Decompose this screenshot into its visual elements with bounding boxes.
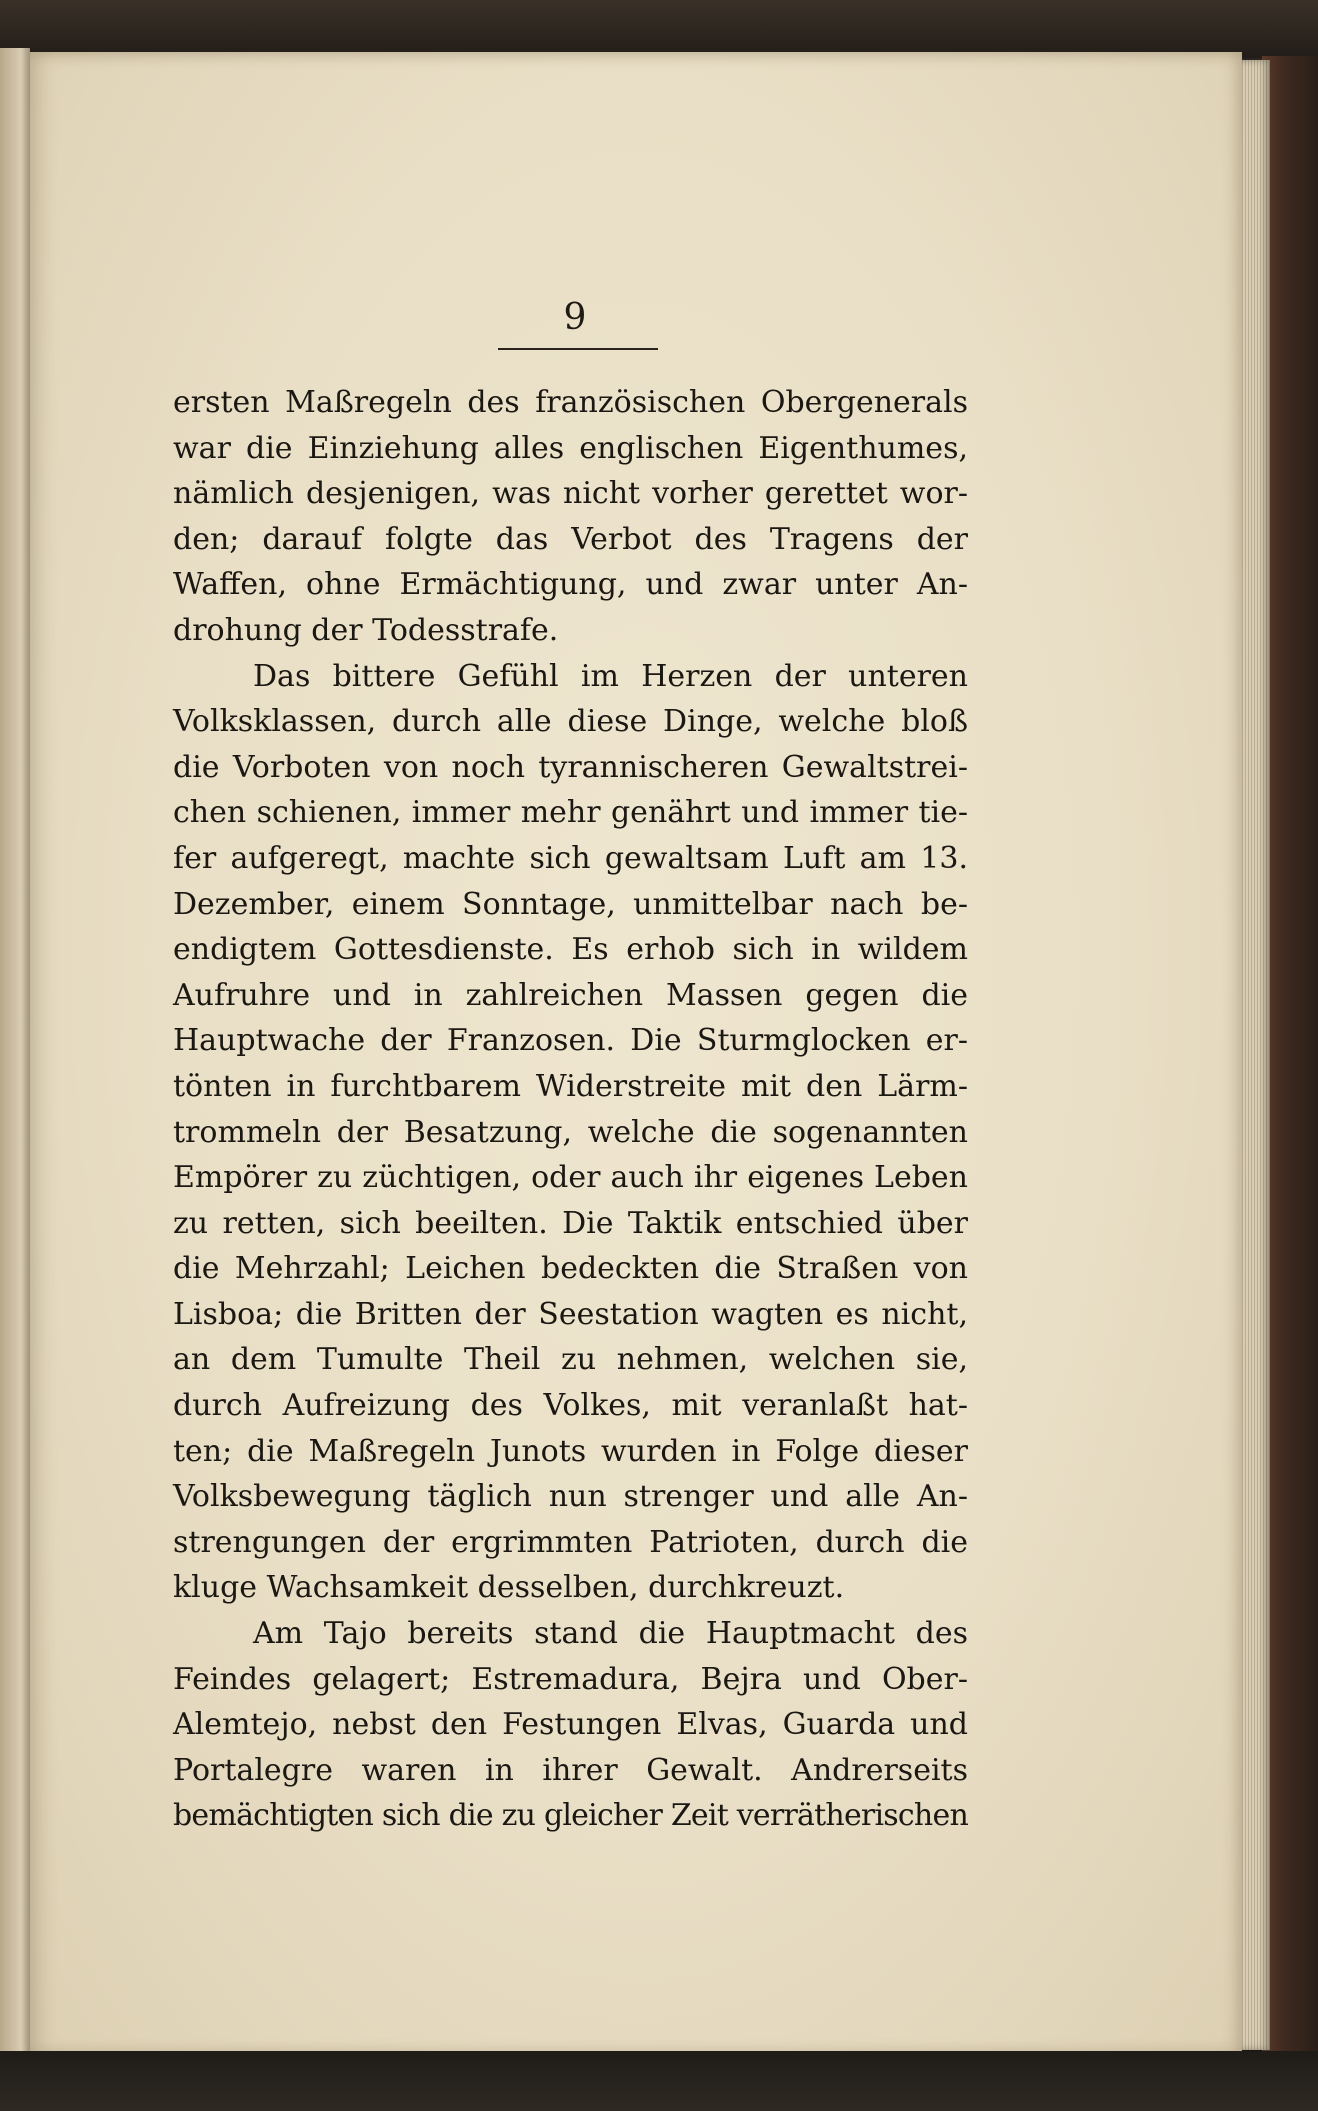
- text-line: ersten Maßregeln des französischen Obergenerals: [173, 385, 968, 420]
- text-line: bemächtigten sich die zu gleicher Zeit verrätherischen: [173, 1798, 968, 1834]
- text-line: Aufruhre und in zahlreichen Massen gegen die: [173, 977, 968, 1013]
- text-line: tönten in furchtbarem Widerstreite mit den Lärm-: [173, 1068, 968, 1104]
- text-line: Alemtejo, nebst den Festungen Elvas, Guarda und: [173, 1707, 968, 1743]
- text-line: Waffen, ohne Ermächtigung, und zwar unter An-: [173, 567, 968, 603]
- text-line: Volksklassen, durch alle diese Dinge, welche bloß: [173, 704, 968, 740]
- scan-top-edge: [0, 0, 1318, 58]
- text-line: ten; die Maßregeln Junots wurden in Folge dieser: [173, 1433, 968, 1469]
- text-line: durch Aufreizung des Volkes, mit veranlaßt hat-: [173, 1388, 968, 1424]
- text-line: trommeln der Besatzung, welche die sogenannten: [173, 1114, 968, 1150]
- text-line: Volksbewegung täglich nun strenger und alle An-: [173, 1479, 968, 1515]
- text-line: nämlich desjenigen, was nicht vorher gerettet wor-: [173, 476, 968, 512]
- text-line: kluge Wachsamkeit desselben, durchkreuzt.: [173, 1570, 845, 1606]
- text-line: Lisboa; die Britten der Seestation wagten es nicht,: [173, 1296, 968, 1332]
- text-line: die Vorboten von noch tyrannischeren Gewaltstrei-: [173, 749, 968, 785]
- text-line: Empörer zu züchtigen, oder auch ihr eigenes Leben: [173, 1160, 968, 1196]
- text-line: Dezember, einem Sonntage, unmittelbar nach be-: [173, 886, 968, 922]
- text-line: den; darauf folgte das Verbot des Tragens der: [173, 521, 968, 557]
- page-number: 9: [563, 297, 587, 338]
- page-stack-edge: [1240, 60, 1270, 2050]
- text-line: Hauptwache der Franzosen. Die Sturmglocken er-: [173, 1023, 968, 1059]
- facing-page-edge: [0, 48, 30, 2058]
- text-line: Am Tajo bereits stand die Hauptmacht des: [253, 1616, 968, 1652]
- text-line: die Mehrzahl; Leichen bedeckten die Straßen von: [173, 1251, 968, 1287]
- header-rule: [498, 348, 658, 350]
- body-text: [173, 380, 968, 1839]
- text-line: chen schienen, immer mehr genährt und immer tie-: [173, 795, 968, 831]
- text-line: fer aufgeregt, machte sich gewaltsam Luft am 13.: [173, 840, 968, 876]
- text-line: war die Einziehung alles englischen Eigenthumes,: [173, 430, 968, 466]
- text-line: Portalegre waren in ihrer Gewalt. Andrerseits: [173, 1752, 968, 1788]
- text-line: drohung der Todesstrafe.: [173, 612, 559, 648]
- text-line: strengungen der ergrimmten Patrioten, durch die: [173, 1524, 968, 1560]
- text-line: endigtem Gottesdienste. Es erhob sich in wildem: [173, 932, 968, 968]
- text-line: an dem Tumulte Theil zu nehmen, welchen sie,: [173, 1342, 968, 1378]
- book-cover-edge: [1262, 56, 1318, 2056]
- text-line: Feindes gelagert; Estremadura, Bejra und Ober-: [173, 1661, 968, 1697]
- text-line: Das bittere Gefühl im Herzen der unteren: [253, 658, 968, 694]
- text-line: zu retten, sich beeilten. Die Taktik entschied über: [173, 1205, 968, 1241]
- scan-bottom-edge: [0, 2051, 1318, 2111]
- book-page: [30, 52, 1242, 2056]
